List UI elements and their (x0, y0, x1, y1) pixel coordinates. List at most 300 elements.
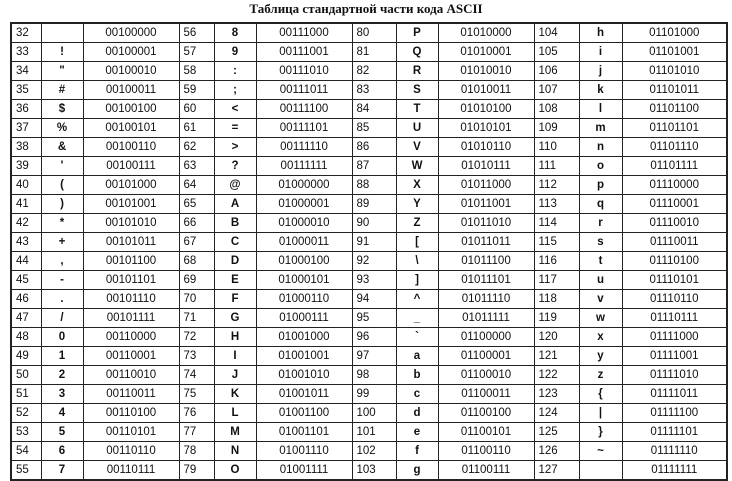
character-cell: w (579, 309, 622, 328)
character-cell: g (396, 461, 438, 481)
binary-code-cell: 01111101 (622, 423, 727, 442)
decimal-code-cell: 94 (352, 290, 396, 309)
binary-code-cell: 00100110 (83, 138, 179, 157)
decimal-code-cell: 39 (11, 157, 41, 176)
binary-code-cell: 01000110 (256, 290, 352, 309)
ascii-table (10, 22, 728, 481)
decimal-code-cell: 32 (11, 23, 41, 43)
character-cell: L (214, 404, 256, 423)
decimal-code-cell: 99 (352, 385, 396, 404)
binary-code-cell: 00100011 (83, 81, 179, 100)
decimal-code-cell: 100 (352, 404, 396, 423)
character-cell: ) (41, 195, 83, 214)
decimal-code-cell: 105 (534, 43, 579, 62)
binary-code-cell: 01010101 (438, 119, 534, 138)
character-cell: & (41, 138, 83, 157)
character-cell: K (214, 385, 256, 404)
character-cell: ? (214, 157, 256, 176)
decimal-code-cell: 88 (352, 176, 396, 195)
decimal-code-cell: 116 (534, 252, 579, 271)
binary-code-cell: 01000100 (256, 252, 352, 271)
character-cell: 6 (41, 442, 83, 461)
binary-code-cell: 01110010 (622, 214, 727, 233)
binary-code-cell: 01101011 (622, 81, 727, 100)
table-row (11, 309, 727, 328)
binary-code-cell: 01010010 (438, 62, 534, 81)
character-cell: ^ (396, 290, 438, 309)
binary-code-cell: 01101100 (622, 100, 727, 119)
binary-code-cell: 01000000 (256, 176, 352, 195)
table-row (11, 347, 727, 366)
decimal-code-cell: 126 (534, 442, 579, 461)
table-row (11, 442, 727, 461)
binary-code-cell: 00110001 (83, 347, 179, 366)
decimal-code-cell: 66 (179, 214, 214, 233)
binary-code-cell: 01010011 (438, 81, 534, 100)
character-cell: * (41, 214, 83, 233)
binary-code-cell: 01110110 (622, 290, 727, 309)
binary-code-cell: 00111100 (256, 100, 352, 119)
decimal-code-cell: 113 (534, 195, 579, 214)
binary-code-cell: 01111000 (622, 328, 727, 347)
character-cell: > (214, 138, 256, 157)
character-cell: Q (396, 43, 438, 62)
table-row (11, 271, 727, 290)
decimal-code-cell: 73 (179, 347, 214, 366)
character-cell: j (579, 62, 622, 81)
character-cell: ~ (579, 442, 622, 461)
decimal-code-cell: 110 (534, 138, 579, 157)
decimal-code-cell: 47 (11, 309, 41, 328)
binary-code-cell: 00110011 (83, 385, 179, 404)
binary-code-cell: 01000010 (256, 214, 352, 233)
decimal-code-cell: 82 (352, 62, 396, 81)
decimal-code-cell: 70 (179, 290, 214, 309)
decimal-code-cell: 61 (179, 119, 214, 138)
binary-code-cell: 01101001 (622, 43, 727, 62)
binary-code-cell: 00110000 (83, 328, 179, 347)
character-cell: z (579, 366, 622, 385)
character-cell: x (579, 328, 622, 347)
character-cell: F (214, 290, 256, 309)
decimal-code-cell: 83 (352, 81, 396, 100)
table-row (11, 366, 727, 385)
binary-code-cell: 01100101 (438, 423, 534, 442)
decimal-code-cell: 114 (534, 214, 579, 233)
decimal-code-cell: 117 (534, 271, 579, 290)
binary-code-cell: 01110011 (622, 233, 727, 252)
binary-code-cell: 01000111 (256, 309, 352, 328)
character-cell: a (396, 347, 438, 366)
binary-code-cell: 01100110 (438, 442, 534, 461)
character-cell: / (41, 309, 83, 328)
table-row (11, 233, 727, 252)
decimal-code-cell: 86 (352, 138, 396, 157)
binary-code-cell: 01111111 (622, 461, 727, 481)
decimal-code-cell: 121 (534, 347, 579, 366)
binary-code-cell: 01001011 (256, 385, 352, 404)
character-cell: 4 (41, 404, 83, 423)
decimal-code-cell: 89 (352, 195, 396, 214)
binary-code-cell: 01001111 (256, 461, 352, 481)
decimal-code-cell: 85 (352, 119, 396, 138)
decimal-code-cell: 43 (11, 233, 41, 252)
decimal-code-cell: 34 (11, 62, 41, 81)
binary-code-cell: 00111101 (256, 119, 352, 138)
binary-code-cell: 01101000 (622, 23, 727, 43)
decimal-code-cell: 54 (11, 442, 41, 461)
binary-code-cell: 00110111 (83, 461, 179, 481)
character-cell: i (579, 43, 622, 62)
table-row (11, 385, 727, 404)
decimal-code-cell: 58 (179, 62, 214, 81)
character-cell: % (41, 119, 83, 138)
binary-code-cell: 00110010 (83, 366, 179, 385)
character-cell: T (396, 100, 438, 119)
decimal-code-cell: 37 (11, 119, 41, 138)
decimal-code-cell: 46 (11, 290, 41, 309)
binary-code-cell: 01001010 (256, 366, 352, 385)
character-cell: } (579, 423, 622, 442)
decimal-code-cell: 68 (179, 252, 214, 271)
character-cell: # (41, 81, 83, 100)
decimal-code-cell: 48 (11, 328, 41, 347)
character-cell: v (579, 290, 622, 309)
character-cell: s (579, 233, 622, 252)
decimal-code-cell: 109 (534, 119, 579, 138)
character-cell: E (214, 271, 256, 290)
table-row (11, 176, 727, 195)
decimal-code-cell: 60 (179, 100, 214, 119)
decimal-code-cell: 80 (352, 23, 396, 43)
character-cell: : (214, 62, 256, 81)
decimal-code-cell: 64 (179, 176, 214, 195)
decimal-code-cell: 50 (11, 366, 41, 385)
ascii-table-body (11, 23, 727, 480)
binary-code-cell: 00101011 (83, 233, 179, 252)
page-title: Таблица стандартной части кода ASCII (249, 1, 483, 16)
decimal-code-cell: 106 (534, 62, 579, 81)
decimal-code-cell: 75 (179, 385, 214, 404)
table-row (11, 328, 727, 347)
binary-code-cell: 01001101 (256, 423, 352, 442)
decimal-code-cell: 90 (352, 214, 396, 233)
character-cell: ( (41, 176, 83, 195)
decimal-code-cell: 67 (179, 233, 214, 252)
character-cell: A (214, 195, 256, 214)
binary-code-cell: 01101010 (622, 62, 727, 81)
decimal-code-cell: 127 (534, 461, 579, 481)
decimal-code-cell: 72 (179, 328, 214, 347)
binary-code-cell: 00101010 (83, 214, 179, 233)
decimal-code-cell: 77 (179, 423, 214, 442)
character-cell: O (214, 461, 256, 481)
decimal-code-cell: 76 (179, 404, 214, 423)
decimal-code-cell: 87 (352, 157, 396, 176)
binary-code-cell: 01110000 (622, 176, 727, 195)
character-cell: H (214, 328, 256, 347)
character-cell: C (214, 233, 256, 252)
binary-code-cell: 00100001 (83, 43, 179, 62)
decimal-code-cell: 79 (179, 461, 214, 481)
binary-code-cell: 00101001 (83, 195, 179, 214)
decimal-code-cell: 125 (534, 423, 579, 442)
decimal-code-cell: 118 (534, 290, 579, 309)
character-cell: J (214, 366, 256, 385)
decimal-code-cell: 108 (534, 100, 579, 119)
binary-code-cell: 01010001 (438, 43, 534, 62)
table-row (11, 100, 727, 119)
character-cell: ] (396, 271, 438, 290)
decimal-code-cell: 49 (11, 347, 41, 366)
character-cell: 7 (41, 461, 83, 481)
decimal-code-cell: 107 (534, 81, 579, 100)
character-cell: f (396, 442, 438, 461)
decimal-code-cell: 55 (11, 461, 41, 481)
binary-code-cell: 01010111 (438, 157, 534, 176)
table-row (11, 290, 727, 309)
character-cell: t (579, 252, 622, 271)
binary-code-cell: 00111111 (256, 157, 352, 176)
decimal-code-cell: 38 (11, 138, 41, 157)
character-cell: _ (396, 309, 438, 328)
character-cell: D (214, 252, 256, 271)
table-row (11, 43, 727, 62)
character-cell: d (396, 404, 438, 423)
binary-code-cell: 01000001 (256, 195, 352, 214)
character-cell: 0 (41, 328, 83, 347)
decimal-code-cell: 103 (352, 461, 396, 481)
decimal-code-cell: 62 (179, 138, 214, 157)
decimal-code-cell: 122 (534, 366, 579, 385)
binary-code-cell: 01100011 (438, 385, 534, 404)
binary-code-cell: 00101111 (83, 309, 179, 328)
decimal-code-cell: 41 (11, 195, 41, 214)
binary-code-cell: 00100111 (83, 157, 179, 176)
binary-code-cell: 01011011 (438, 233, 534, 252)
binary-code-cell: 01000011 (256, 233, 352, 252)
character-cell: R (396, 62, 438, 81)
decimal-code-cell: 53 (11, 423, 41, 442)
binary-code-cell: 00111110 (256, 138, 352, 157)
decimal-code-cell: 91 (352, 233, 396, 252)
decimal-code-cell: 51 (11, 385, 41, 404)
decimal-code-cell: 52 (11, 404, 41, 423)
binary-code-cell: 01001100 (256, 404, 352, 423)
character-cell: V (396, 138, 438, 157)
binary-code-cell: 00111011 (256, 81, 352, 100)
binary-code-cell: 00100101 (83, 119, 179, 138)
binary-code-cell: 01010100 (438, 100, 534, 119)
character-cell: W (396, 157, 438, 176)
binary-code-cell: 01011000 (438, 176, 534, 195)
character-cell: 8 (214, 23, 256, 43)
decimal-code-cell: 104 (534, 23, 579, 43)
decimal-code-cell: 42 (11, 214, 41, 233)
table-row (11, 423, 727, 442)
character-cell: [ (396, 233, 438, 252)
decimal-code-cell: 96 (352, 328, 396, 347)
character-cell: S (396, 81, 438, 100)
binary-code-cell: 01010000 (438, 23, 534, 43)
character-cell: G (214, 309, 256, 328)
binary-code-cell: 01001001 (256, 347, 352, 366)
binary-code-cell: 01100000 (438, 328, 534, 347)
character-cell: q (579, 195, 622, 214)
binary-code-cell: 01101111 (622, 157, 727, 176)
character-cell: + (41, 233, 83, 252)
decimal-code-cell: 63 (179, 157, 214, 176)
decimal-code-cell: 35 (11, 81, 41, 100)
binary-code-cell: 00110110 (83, 442, 179, 461)
character-cell: ! (41, 43, 83, 62)
binary-code-cell: 01011100 (438, 252, 534, 271)
binary-code-cell: 01011101 (438, 271, 534, 290)
table-row (11, 138, 727, 157)
decimal-code-cell: 97 (352, 347, 396, 366)
character-cell: U (396, 119, 438, 138)
binary-code-cell: 00101000 (83, 176, 179, 195)
decimal-code-cell: 40 (11, 176, 41, 195)
character-cell: M (214, 423, 256, 442)
decimal-code-cell: 84 (352, 100, 396, 119)
decimal-code-cell: 78 (179, 442, 214, 461)
character-cell: - (41, 271, 83, 290)
decimal-code-cell: 123 (534, 385, 579, 404)
character-cell: Z (396, 214, 438, 233)
decimal-code-cell: 59 (179, 81, 214, 100)
character-cell: h (579, 23, 622, 43)
binary-code-cell: 00101100 (83, 252, 179, 271)
binary-code-cell: 01110111 (622, 309, 727, 328)
character-cell: 9 (214, 43, 256, 62)
character-cell: $ (41, 100, 83, 119)
table-row (11, 62, 727, 81)
binary-code-cell: 01001110 (256, 442, 352, 461)
table-row (11, 81, 727, 100)
character-cell: X (396, 176, 438, 195)
decimal-code-cell: 112 (534, 176, 579, 195)
binary-code-cell: 01110001 (622, 195, 727, 214)
character-cell: ` (396, 328, 438, 347)
decimal-code-cell: 69 (179, 271, 214, 290)
decimal-code-cell: 56 (179, 23, 214, 43)
character-cell: I (214, 347, 256, 366)
character-cell: e (396, 423, 438, 442)
binary-code-cell: 00100010 (83, 62, 179, 81)
character-cell: { (579, 385, 622, 404)
character-cell: B (214, 214, 256, 233)
binary-code-cell: 01100001 (438, 347, 534, 366)
decimal-code-cell: 101 (352, 423, 396, 442)
character-cell: c (396, 385, 438, 404)
character-cell: N (214, 442, 256, 461)
binary-code-cell: 01101101 (622, 119, 727, 138)
character-cell: P (396, 23, 438, 43)
character-cell: | (579, 404, 622, 423)
decimal-code-cell: 33 (11, 43, 41, 62)
binary-code-cell: 01101110 (622, 138, 727, 157)
decimal-code-cell: 124 (534, 404, 579, 423)
binary-code-cell: 01100100 (438, 404, 534, 423)
binary-code-cell: 01011010 (438, 214, 534, 233)
binary-code-cell: 00101101 (83, 271, 179, 290)
decimal-code-cell: 65 (179, 195, 214, 214)
character-cell: y (579, 347, 622, 366)
table-row (11, 404, 727, 423)
character-cell: ; (214, 81, 256, 100)
character-cell: b (396, 366, 438, 385)
table-row (11, 461, 727, 481)
binary-code-cell: 00110100 (83, 404, 179, 423)
decimal-code-cell: 93 (352, 271, 396, 290)
decimal-code-cell: 92 (352, 252, 396, 271)
character-cell: " (41, 62, 83, 81)
decimal-code-cell: 111 (534, 157, 579, 176)
decimal-code-cell: 102 (352, 442, 396, 461)
character-cell: = (214, 119, 256, 138)
binary-code-cell: 01001000 (256, 328, 352, 347)
table-row (11, 252, 727, 271)
decimal-code-cell: 36 (11, 100, 41, 119)
table-row (11, 23, 727, 43)
binary-code-cell: 00110101 (83, 423, 179, 442)
character-cell: l (579, 100, 622, 119)
character-cell: u (579, 271, 622, 290)
character-cell: n (579, 138, 622, 157)
character-cell: r (579, 214, 622, 233)
decimal-code-cell: 74 (179, 366, 214, 385)
binary-code-cell: 01010110 (438, 138, 534, 157)
binary-code-cell: 00100000 (83, 23, 179, 43)
decimal-code-cell: 120 (534, 328, 579, 347)
character-cell: 5 (41, 423, 83, 442)
binary-code-cell: 01111110 (622, 442, 727, 461)
binary-code-cell: 01011111 (438, 309, 534, 328)
binary-code-cell: 00101110 (83, 290, 179, 309)
table-row (11, 214, 727, 233)
binary-code-cell: 01110101 (622, 271, 727, 290)
character-cell: 2 (41, 366, 83, 385)
character-cell: \ (396, 252, 438, 271)
binary-code-cell: 00100100 (83, 100, 179, 119)
table-row (11, 119, 727, 138)
character-cell: p (579, 176, 622, 195)
binary-code-cell: 01000101 (256, 271, 352, 290)
character-cell: < (214, 100, 256, 119)
decimal-code-cell: 95 (352, 309, 396, 328)
binary-code-cell: 01100010 (438, 366, 534, 385)
binary-code-cell: 01111011 (622, 385, 727, 404)
binary-code-cell: 01111010 (622, 366, 727, 385)
character-cell: 1 (41, 347, 83, 366)
binary-code-cell: 00111000 (256, 23, 352, 43)
binary-code-cell: 01111001 (622, 347, 727, 366)
binary-code-cell: 00111001 (256, 43, 352, 62)
decimal-code-cell: 115 (534, 233, 579, 252)
character-cell (41, 23, 83, 43)
decimal-code-cell: 81 (352, 43, 396, 62)
character-cell: , (41, 252, 83, 271)
character-cell: ' (41, 157, 83, 176)
character-cell: k (579, 81, 622, 100)
character-cell: . (41, 290, 83, 309)
decimal-code-cell: 119 (534, 309, 579, 328)
binary-code-cell: 01011110 (438, 290, 534, 309)
character-cell: 3 (41, 385, 83, 404)
character-cell: @ (214, 176, 256, 195)
decimal-code-cell: 98 (352, 366, 396, 385)
